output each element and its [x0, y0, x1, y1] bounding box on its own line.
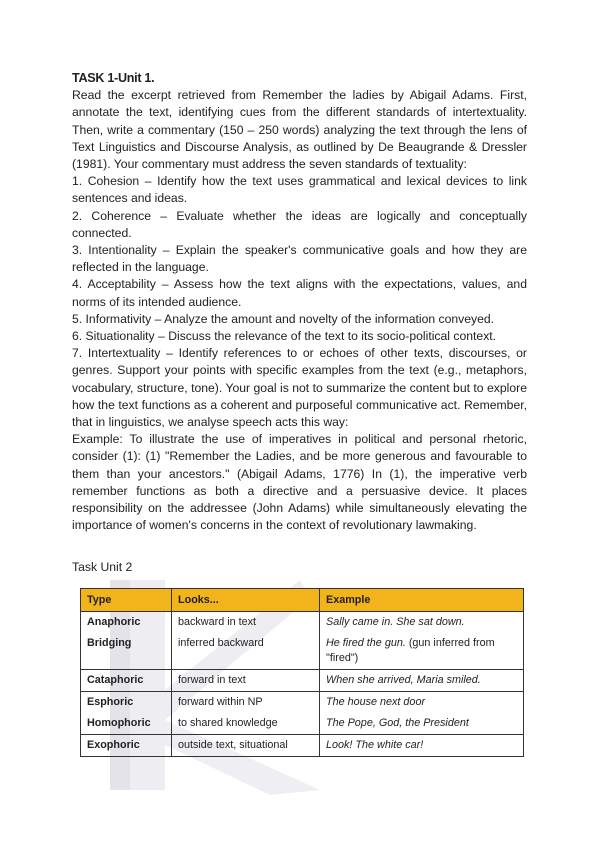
- reference-types-table: [80, 588, 524, 757]
- row-type: Exophoric: [81, 735, 172, 757]
- table-row: [81, 713, 524, 735]
- header-type: Type: [81, 589, 172, 612]
- example-italic: Look! The white car!: [326, 739, 424, 751]
- row-example: [320, 713, 524, 735]
- row-example: [320, 612, 524, 634]
- table-row: [81, 692, 524, 714]
- row-looks: outside text, situational: [172, 735, 320, 757]
- standard-situationality: 6. Situationality – Discuss the relevance of the text to its socio-political context.: [72, 329, 497, 344]
- task1-title: TASK 1-Unit 1.: [72, 71, 155, 85]
- standard-acceptability: 4. Acceptability – Assess how the text aligns with the expectations, values, and norms of its intended audience.: [72, 277, 527, 309]
- standard-coherence: 2. Coherence – Evaluate whether the ideas are logically and conceptually connected.: [72, 208, 527, 240]
- row-type: Esphoric: [81, 692, 172, 714]
- row-example: [320, 633, 524, 670]
- table-header-row: [81, 589, 524, 612]
- row-example: [320, 692, 524, 714]
- example-italic: The house next door: [326, 696, 426, 708]
- row-type: Anaphoric: [81, 612, 172, 634]
- table-row: [81, 670, 524, 692]
- header-looks: Looks...: [172, 589, 320, 612]
- standard-intertextuality: 7. Intertextuality – Identify references to or echoes of other texts, discourses, or genres. Support your points with specific examples from the text (e.g., metaphors, vocabulary, structure, tone). Your goal is not to summarize the content but to explore how the text functions as a coherent and purposeful communicative act. Remember, that in linguistics, we analyse speech acts this way:: [72, 346, 527, 430]
- row-type: Cataphoric: [81, 670, 172, 692]
- example-italic: Sally came in. She sat down.: [326, 616, 465, 628]
- example-italic: When she arrived, Maria smiled.: [326, 674, 481, 686]
- table-row: [81, 612, 524, 634]
- row-type: Homophoric: [81, 713, 172, 735]
- row-looks: inferred backward: [172, 633, 320, 670]
- task1-intro: Read the excerpt retrieved from Remember the ladies by Abigail Adams. First, annotate the text, identifying cues from the different standards of intertextuality. Then, write a commentary (150 – 250 words) analyzing the text through the lens of Text Linguistics and Discourse Analysis, as outlined by De Beaugrande & Dressler (1981). Your commentary must address the seven standards of textuality:: [72, 88, 527, 172]
- row-looks: to shared knowledge: [172, 713, 320, 735]
- task2-label: Task Unit 2: [72, 560, 133, 574]
- task1-section: [72, 70, 527, 534]
- example-plain: (gun inferred from "fired"): [326, 637, 495, 664]
- row-example: [320, 735, 524, 757]
- table-row: [81, 735, 524, 757]
- row-looks: forward within NP: [172, 692, 320, 714]
- row-looks: forward in text: [172, 670, 320, 692]
- header-example: Example: [320, 589, 524, 612]
- task1-example: Example: To illustrate the use of imperatives in political and personal rhetoric, consider (1): (1) "Remember the Ladies, and be more generous and favourable to them than your ancestors." (Abigail Adams, 1776) In (1), the imperative verb remember functions as both a directive and a persuasive device. It places responsibility on the addressee (John Adams) while simultaneously elevating the importance of women's concerns in the context of revolutionary lawmaking.: [72, 432, 527, 533]
- standard-informativity: 5. Informativity – Analyze the amount and novelty of the information conveyed.: [72, 311, 495, 326]
- standard-cohesion: 1. Cohesion – Identify how the text uses grammatical and lexical devices to link sentences and ideas.: [72, 174, 527, 206]
- example-italic: The Pope, God, the President: [326, 717, 469, 729]
- example-italic: He fired the gun.: [326, 637, 406, 649]
- row-looks: backward in text: [172, 612, 320, 634]
- row-type: Bridging: [81, 633, 172, 670]
- table-row: [81, 633, 524, 670]
- standard-intentionality: 3. Intentionality – Explain the speaker's communicative goals and how they are reflected in the language.: [72, 243, 527, 275]
- row-example: [320, 670, 524, 692]
